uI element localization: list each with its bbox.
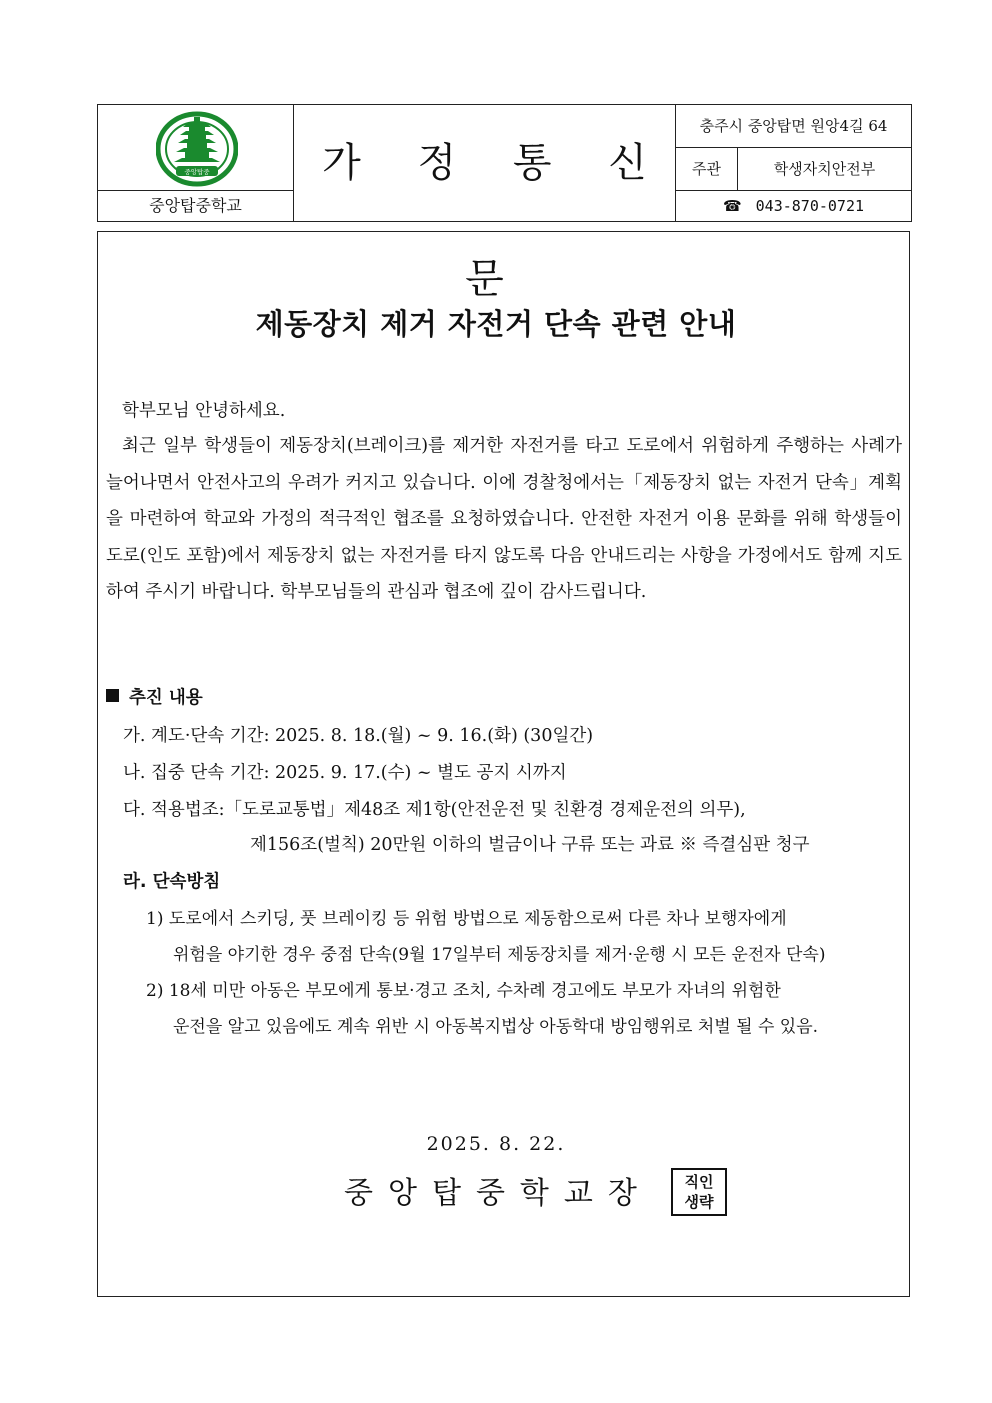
phone-cell [676, 191, 911, 221]
item-ga: 가. 계도·단속 기간: 2025. 8. 18.(월) ~ 9. 16.(화) (30일간) [123, 726, 594, 746]
issue-date: 2025. 8. 22. [426, 1133, 566, 1155]
section-title: 추진 내용 [129, 688, 203, 708]
seal-omitted-stamp [671, 1168, 727, 1216]
intro-paragraph: 최근 일부 학생들이 제동장치(브레이크)를 제거한 자전거를 타고 도로에서 위험하게 주행하는 사례가 늘어나면서 안전사고의 우려가 커지고 있습니다. 이에 경찰청에서는「제동장치 없는 자전거 단속」계획을 마련하여 학교와 가정의 적극적인 협조를 요청하였습니다. 안전한 자전거 이용 문화를 위해 학생들이 도로(인도 포함)에서 제동장치 없는 자전거를 타지 않도록 다음 안내드리는 사항을 가정에서도 함께 지도하여 주시기 바랍니다. 학부모님들의 관심과 협조에 깊이 감사드립니다. [106, 436, 902, 602]
item-ra-2-line1: 2) 18세 미만 아동은 부모에게 통보·경고 조치, 수차례 경고에도 부모가 자녀의 위험한 [146, 981, 781, 1001]
phone-number: 043-870-0721 [755, 197, 865, 215]
host-value: 학생자치안전부 [738, 148, 911, 191]
item-ra-2-line2: 운전을 알고 있음에도 계속 위반 시 아동복지법상 아동학대 방임행위로 처벌 될 수 있음. [173, 1017, 819, 1037]
item-ra: 라. 단속방침 [123, 872, 221, 892]
square-bullet-icon [106, 689, 119, 702]
stamp-line2: 생략 [684, 1193, 714, 1211]
item-ra-1-line1: 1) 도로에서 스키딩, 풋 브레이킹 등 위험 방법으로 제동함으로써 다른 차나 보행자에게 [146, 909, 787, 929]
greeting: 학부모님 안녕하세요. [122, 401, 286, 421]
newsletter-title: 가 정 통 신 문 [294, 105, 676, 221]
item-ra-1-line2: 위험을 야기한 경우 중점 단속(9월 17일부터 제동장치를 제거·운행 시 모든 운전자 단속) [173, 945, 826, 965]
item-da-line1: 다. 적용법조:「도로교통법」제48조 제1항(안전운전 및 친환경 경제운전의 의무), [123, 800, 746, 820]
school-name: 중앙탑중학교 [98, 191, 294, 221]
signer-name: 중앙탑중학교장 [344, 1176, 652, 1211]
logo-text: 중앙탑중 [184, 168, 210, 176]
stamp-line1: 직인 [684, 1173, 714, 1191]
school-address: 충주시 중앙탑면 원앙4길 64 [676, 105, 911, 148]
item-da-line2: 제156조(벌칙) 20만원 이하의 벌금이나 구류 또는 과료 ※ 즉결심판 청구 [250, 835, 810, 855]
section-heading [106, 684, 203, 709]
school-logo-icon [156, 111, 238, 187]
host-label: 주관 [676, 148, 738, 191]
document-title: 제동장치 제거 자전거 단속 관련 안내 [255, 307, 737, 341]
telephone-icon: ☎ [722, 197, 742, 215]
header-table [97, 104, 912, 302]
logo-cell [98, 105, 294, 191]
item-na: 나. 집중 단속 기간: 2025. 9. 17.(수) ~ 별도 공지 시까지 [123, 763, 567, 783]
